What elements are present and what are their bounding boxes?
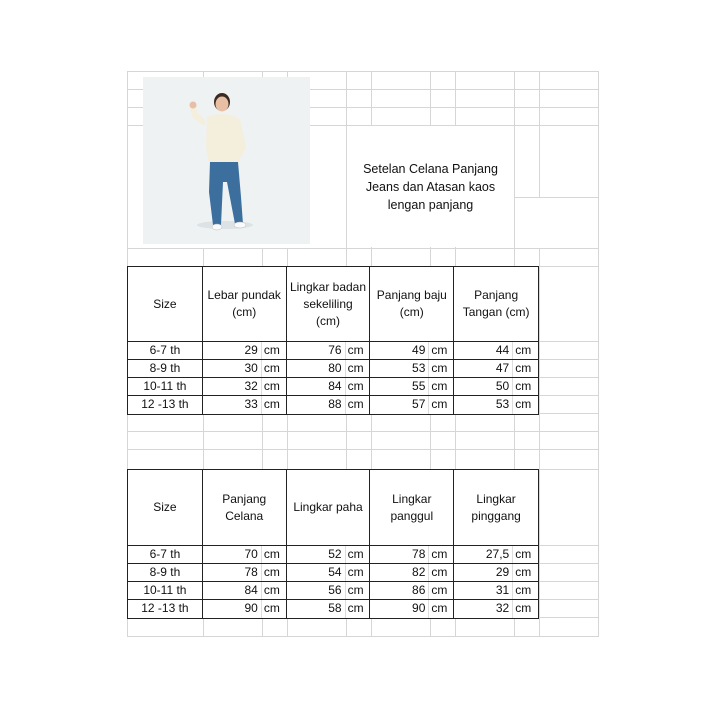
value-cell: 82 [370, 564, 429, 581]
gridline [127, 71, 599, 72]
measurement-cell [287, 564, 371, 581]
title-line: lengan panjang [387, 197, 474, 212]
value-cell: 56 [287, 582, 346, 599]
table-row [128, 546, 538, 564]
unit-cell: cm [515, 547, 532, 561]
unit-cell: cm [515, 397, 532, 411]
value-cell: 52 [287, 546, 346, 563]
header-cell: Size [128, 267, 203, 341]
header-cell: Lingkar badan sekeliling (cm) [287, 267, 371, 341]
measurement-cell [287, 378, 371, 395]
unit-cell: cm [431, 379, 448, 393]
measurement-cell [370, 378, 454, 395]
unit-cell: cm [431, 343, 448, 357]
table-row [128, 396, 538, 414]
measurement-cell [287, 396, 371, 414]
girl-model-image [143, 77, 310, 244]
unit-cell: cm [263, 361, 280, 375]
unit-cell: cm [347, 379, 364, 393]
measurement-cell [287, 342, 371, 359]
value-cell: 29 [203, 342, 262, 359]
value-cell: 54 [287, 564, 346, 581]
gridline [127, 431, 599, 432]
header-row [128, 267, 538, 342]
unit-cell: cm [431, 397, 448, 411]
size-cell: 12 -13 th [128, 600, 203, 618]
unit-cell: cm [515, 361, 532, 375]
value-cell: 49 [370, 342, 429, 359]
value-cell: 78 [203, 564, 262, 581]
unit-cell: cm [263, 343, 280, 357]
unit-cell: cm [515, 601, 532, 615]
unit-cell: cm [347, 565, 364, 579]
size-cell: 6-7 th [128, 546, 203, 563]
measurement-cell [454, 546, 538, 563]
value-cell: 70 [203, 546, 262, 563]
header-cell: Panjang Tangan (cm) [462, 288, 530, 319]
unit-cell: cm [263, 547, 280, 561]
header-cell: Lingkar panggul [370, 470, 454, 545]
value-cell: 76 [287, 342, 346, 359]
unit-cell: cm [431, 565, 448, 579]
gridline [127, 636, 599, 637]
measurement-cell [370, 396, 454, 414]
bottom-size-table [127, 469, 539, 619]
measurement-cell [454, 360, 538, 377]
top-size-table [127, 266, 539, 415]
unit-cell: cm [347, 583, 364, 597]
unit-cell: cm [263, 565, 280, 579]
measurement-cell [287, 600, 371, 618]
title-line: Setelan Celana Panjang [363, 161, 498, 176]
unit-cell: cm [515, 343, 532, 357]
unit-cell: cm [347, 601, 364, 615]
measurement-cell [203, 546, 287, 563]
gridline [539, 71, 540, 636]
measurement-cell [454, 396, 538, 414]
measurement-cell [203, 378, 287, 395]
header-row [128, 470, 538, 546]
measurement-cell [203, 342, 287, 359]
header-cell: Lingkar pinggang [471, 491, 521, 523]
unit-cell: cm [347, 361, 364, 375]
table-row [128, 600, 538, 618]
size-cell: 8-9 th [128, 360, 203, 377]
gridline [127, 449, 599, 450]
unit-cell: cm [515, 379, 532, 393]
value-cell: 90 [203, 600, 262, 618]
gridline [598, 71, 599, 636]
value-cell: 84 [287, 378, 346, 395]
measurement-cell [454, 564, 538, 581]
value-cell: 58 [287, 600, 346, 618]
measurement-cell [370, 564, 454, 581]
value-cell: 84 [203, 582, 262, 599]
size-cell: 6-7 th [128, 342, 203, 359]
table-row [128, 360, 538, 378]
size-cell: 10-11 th [128, 378, 203, 395]
value-cell: 29 [454, 564, 513, 581]
value-cell: 90 [370, 600, 429, 618]
unit-cell: cm [347, 343, 364, 357]
unit-cell: cm [263, 601, 280, 615]
unit-cell: cm [347, 397, 364, 411]
table-row [128, 378, 538, 396]
measurement-cell [287, 546, 371, 563]
unit-cell: cm [431, 601, 448, 615]
measurement-cell [370, 342, 454, 359]
measurement-cell [370, 600, 454, 618]
unit-cell: cm [431, 583, 448, 597]
value-cell: 47 [454, 360, 513, 377]
measurement-cell [370, 582, 454, 599]
value-cell: 88 [287, 396, 346, 414]
unit-cell: cm [515, 583, 532, 597]
measurement-cell [454, 342, 538, 359]
product-photo [143, 77, 310, 244]
value-cell: 33 [203, 396, 262, 414]
value-cell: 55 [370, 378, 429, 395]
value-cell: 86 [370, 582, 429, 599]
value-cell: 30 [203, 360, 262, 377]
product-title [347, 126, 514, 247]
value-cell: 44 [454, 342, 513, 359]
unit-cell: cm [263, 397, 280, 411]
header-cell: Panjang Celana [203, 470, 287, 545]
value-cell: 57 [370, 396, 429, 414]
unit-cell: cm [431, 547, 448, 561]
measurement-cell [287, 360, 371, 377]
title-line: Jeans dan Atasan kaos [365, 179, 496, 194]
value-cell: 32 [454, 600, 513, 618]
value-cell: 31 [454, 582, 513, 599]
header-cell: Lingkar paha [287, 470, 371, 545]
size-cell: 8-9 th [128, 564, 203, 581]
unit-cell: cm [263, 379, 280, 393]
size-cell: 12 -13 th [128, 396, 203, 414]
measurement-cell [454, 378, 538, 395]
value-cell: 53 [454, 396, 513, 414]
value-cell: 50 [454, 378, 513, 395]
measurement-cell [370, 546, 454, 563]
measurement-cell [203, 600, 287, 618]
header-cell: Size [128, 470, 203, 545]
header-cell: Panjang baju (cm) [370, 267, 454, 341]
value-cell: 32 [203, 378, 262, 395]
header-cell: Lebar pundak (cm) [203, 267, 287, 341]
size-cell: 10-11 th [128, 582, 203, 599]
measurement-cell [203, 582, 287, 599]
measurement-cell [454, 582, 538, 599]
measurement-cell [287, 582, 371, 599]
gridline [127, 248, 599, 249]
value-cell: 78 [370, 546, 429, 563]
measurement-cell [454, 600, 538, 618]
value-cell: 27,5 [454, 546, 513, 563]
unit-cell: cm [515, 565, 532, 579]
table-row [128, 564, 538, 582]
table-row [128, 342, 538, 360]
value-cell: 80 [287, 360, 346, 377]
table-row [128, 582, 538, 600]
measurement-cell [203, 564, 287, 581]
measurement-cell [203, 360, 287, 377]
unit-cell: cm [431, 361, 448, 375]
measurement-cell [370, 360, 454, 377]
unit-cell: cm [347, 547, 364, 561]
unit-cell: cm [263, 583, 280, 597]
value-cell: 53 [370, 360, 429, 377]
measurement-cell [203, 396, 287, 414]
